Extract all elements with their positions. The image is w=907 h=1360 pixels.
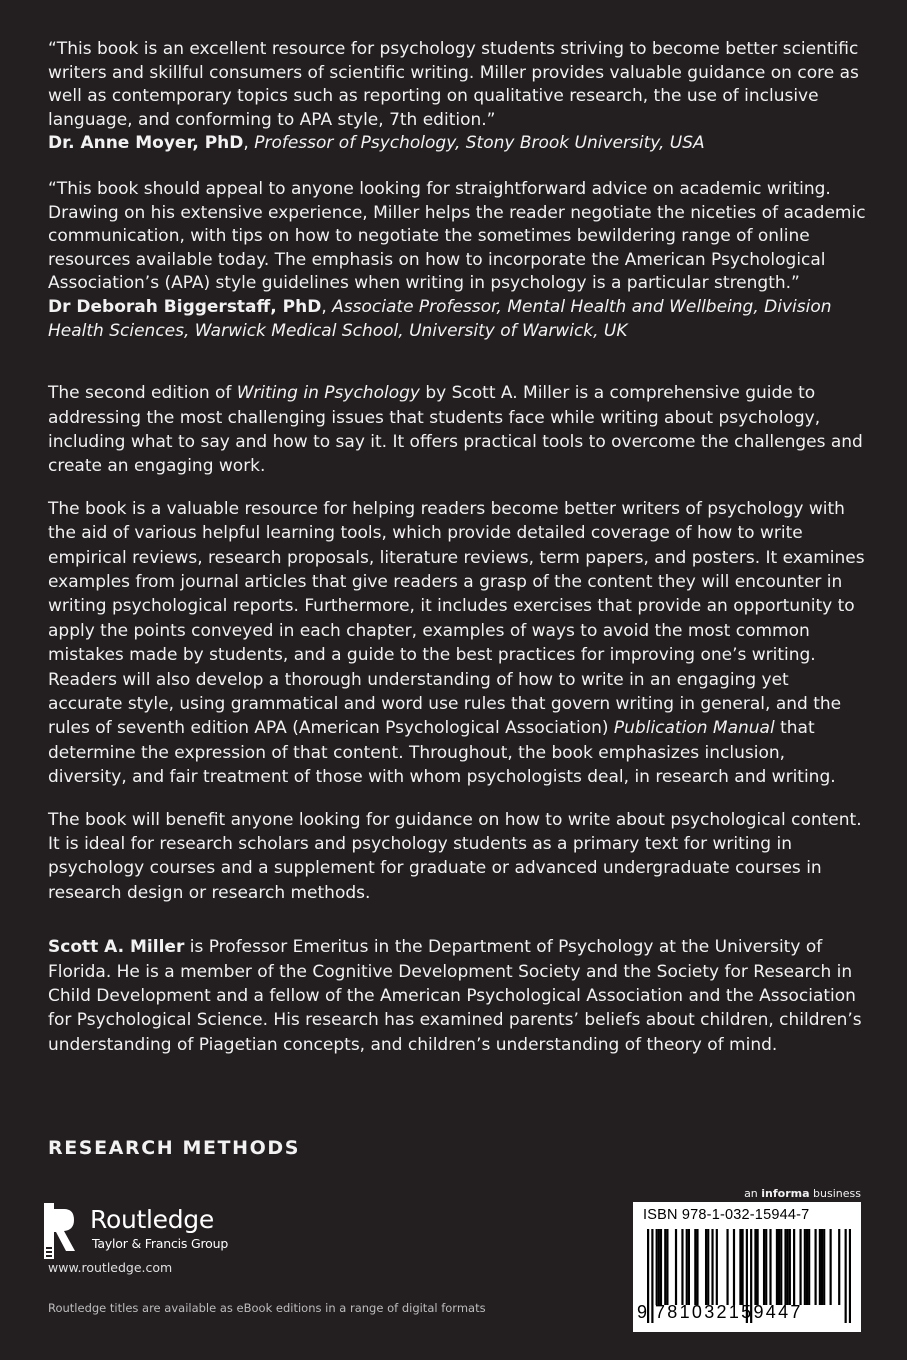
endorsement-attribution: Dr. Anne Moyer, PhD, Professor of Psychology, Stony Brook University, USA xyxy=(48,133,705,154)
barcode-bar xyxy=(658,1229,660,1305)
author-bio xyxy=(48,935,866,1057)
text-run: business xyxy=(809,1187,861,1200)
book-title: Writing in Psychology xyxy=(236,383,420,404)
description-paragraph-2 xyxy=(48,497,866,790)
barcode-bar xyxy=(806,1229,808,1305)
publisher-name: Routledge xyxy=(90,1205,214,1234)
barcode-bar xyxy=(814,1229,816,1305)
barcode-guard-bar xyxy=(845,1229,847,1323)
endorser-name: Dr Deborah Biggerstaff, PhD xyxy=(48,296,322,317)
barcode-bar xyxy=(726,1229,728,1305)
barcode-bar xyxy=(763,1229,765,1305)
endorsement-attribution: Dr Deborah Biggerstaff, PhD, Associate Professor, Mental Health and Wellbeing, Division Health Sciences, Warwick Medical School, University of Warwick, UK xyxy=(48,296,832,341)
barcode-bar xyxy=(656,1229,658,1305)
back-cover-text xyxy=(48,38,866,1057)
barcode-bar xyxy=(793,1229,795,1305)
author-bio-text: is Professor Emeritus in the Department of Psychology at the University of Florida. He is a member of the Cognitive Development Society and the Society for Research in Child Development and a fellow of the American Psychological Association and the Association for Psychological Science. His research has examined parents’ beliefs about children, children’s understanding of Piagetian concepts, and children’s understanding of theory of mind. xyxy=(48,937,862,1055)
endorsement-1 xyxy=(48,38,866,156)
isbn-barcode-box xyxy=(633,1202,861,1332)
barcode-bar xyxy=(694,1229,696,1305)
text-run: by Scott A. Miller is a comprehensive guide to addressing the most challenging issues that students face while writing about psychology, including what to say and how to say it. It offers practical tools to overcome the challenges and create an engaging work. xyxy=(48,383,863,477)
barcode-bar xyxy=(733,1229,735,1305)
subject-category: RESEARCH METHODS xyxy=(48,1137,301,1159)
barcode-bar xyxy=(754,1229,756,1305)
barcode-bar xyxy=(819,1229,821,1305)
barcode-bar xyxy=(741,1229,743,1305)
barcode-bar xyxy=(765,1229,767,1305)
text-run: The book is a valuable resource for helping readers become better writers of psychology with the aid of various helpful learning tools, which provide detailed coverage of how to write empirical reviews, research proposals, literature reviews, term papers, and posters. It examines examples from journal articles that give readers a grasp of the content they will encounter in writing psychological reports. Furthermore, it includes exercises that provide an opportunity to apply the points conveyed in each chapter, examples of ways to avoid the most common mistakes made by students, and a guide to the best practices for improving one’s writing. Readers will also develop a thorough understanding of how to write in an engaging yet accurate style, using grammatical and word use rules that govern writing in general, and the rules of seventh edition APA (American Psychological Association) xyxy=(48,498,865,739)
publisher-url: www.routledge.com xyxy=(48,1260,173,1275)
barcode-bar xyxy=(664,1229,666,1305)
barcode-bar xyxy=(681,1229,683,1305)
barcode-bar xyxy=(823,1229,825,1305)
description-paragraph-3: The book will benefit anyone looking for guidance on how to write about psychological content. It is ideal for research scholars and psychology students as a primary text for writing in psychology courses and a supplement for graduate or advanced undergraduate courses in research design or research methods. xyxy=(48,809,862,903)
informa-business-tag xyxy=(744,1187,861,1200)
informa-brand: informa xyxy=(761,1187,810,1200)
endorsement-quote: “This book is an excellent resource for psychology students striving to become better scientific writers and skillful consumers of scientific writing. Miller provides valuable guidance on core as well as contemporary topics such as reporting on qualitative research, the use of inclusive language, and conforming to APA style, 7th edition.” xyxy=(48,39,859,130)
barcode-bar xyxy=(711,1229,713,1305)
barcode-bar xyxy=(716,1229,718,1305)
text-run: that determine the expression of that content. Throughout, the book emphasizes inclusion, diversity, and fair treatment of those with whom psychologists deal, in research and writing. xyxy=(48,718,836,788)
manual-title: Publication Manual xyxy=(613,718,775,739)
endorser-role: Associate Professor, Mental Health and Wellbeing, Division Health Sciences, Warwick Medical School, University of Warwick, UK xyxy=(48,296,832,341)
barcode-bar xyxy=(696,1229,698,1305)
endorsement-quote: “This book should appeal to anyone looking for straightforward advice on academic writing. Drawing on his extensive experience, Miller helps the reader negotiate the niceties of academic communication, with tips on how to negotiate the sometimes bewildering range of online resources available today. The emphasis on how to incorporate the American Psychological Association’s (APA) style guidelines when writing in psychology is a particular strength.” xyxy=(48,178,866,294)
barcode-bar xyxy=(705,1229,707,1305)
barcode-bar xyxy=(769,1229,771,1305)
publisher-group: Taylor & Francis Group xyxy=(92,1236,229,1251)
endorsement-2 xyxy=(48,178,866,343)
endorser-name: Dr. Anne Moyer, PhD xyxy=(48,133,244,154)
description-paragraph-1 xyxy=(48,381,866,479)
text-run: The second edition of xyxy=(48,383,237,404)
barcode-bar xyxy=(757,1229,759,1305)
barcode-guard-bar xyxy=(651,1229,653,1323)
barcode-bar xyxy=(660,1229,662,1305)
author-name: Scott A. Miller xyxy=(48,937,185,958)
barcode-bar xyxy=(799,1229,801,1305)
barcode-bar xyxy=(675,1229,677,1305)
isbn-label: ISBN 978-1-032-15944-7 xyxy=(643,1207,810,1223)
barcode-bar xyxy=(784,1229,786,1305)
barcode-bar xyxy=(778,1229,780,1305)
barcode-bar xyxy=(808,1229,810,1305)
barcode-bar xyxy=(686,1229,688,1305)
endorser-role: Professor of Psychology, Stony Brook University, USA xyxy=(254,133,705,154)
barcode-bar xyxy=(666,1229,668,1305)
barcode-bar xyxy=(787,1229,789,1305)
barcode-bar xyxy=(739,1229,741,1305)
barcode-bar xyxy=(780,1229,782,1305)
barcode-bar xyxy=(688,1229,690,1305)
ebook-footer-note: Routledge titles are available as eBook editions in a range of digital formats xyxy=(48,1301,486,1315)
routledge-r-icon xyxy=(40,1203,80,1259)
barcode-bar xyxy=(804,1229,806,1305)
publisher-logo xyxy=(40,1203,260,1263)
barcode-digits-rest: 781032159447 xyxy=(655,1302,803,1322)
barcode-bar xyxy=(821,1229,823,1305)
barcode-bar xyxy=(838,1229,840,1305)
barcode-bar xyxy=(830,1229,832,1305)
barcode-bar xyxy=(776,1229,778,1305)
barcode-guard-bar xyxy=(849,1229,851,1323)
text-run: an xyxy=(744,1187,762,1200)
barcode-digit-first: 9 xyxy=(637,1302,648,1322)
barcode-bar xyxy=(707,1229,709,1305)
barcode-bar xyxy=(789,1229,791,1305)
